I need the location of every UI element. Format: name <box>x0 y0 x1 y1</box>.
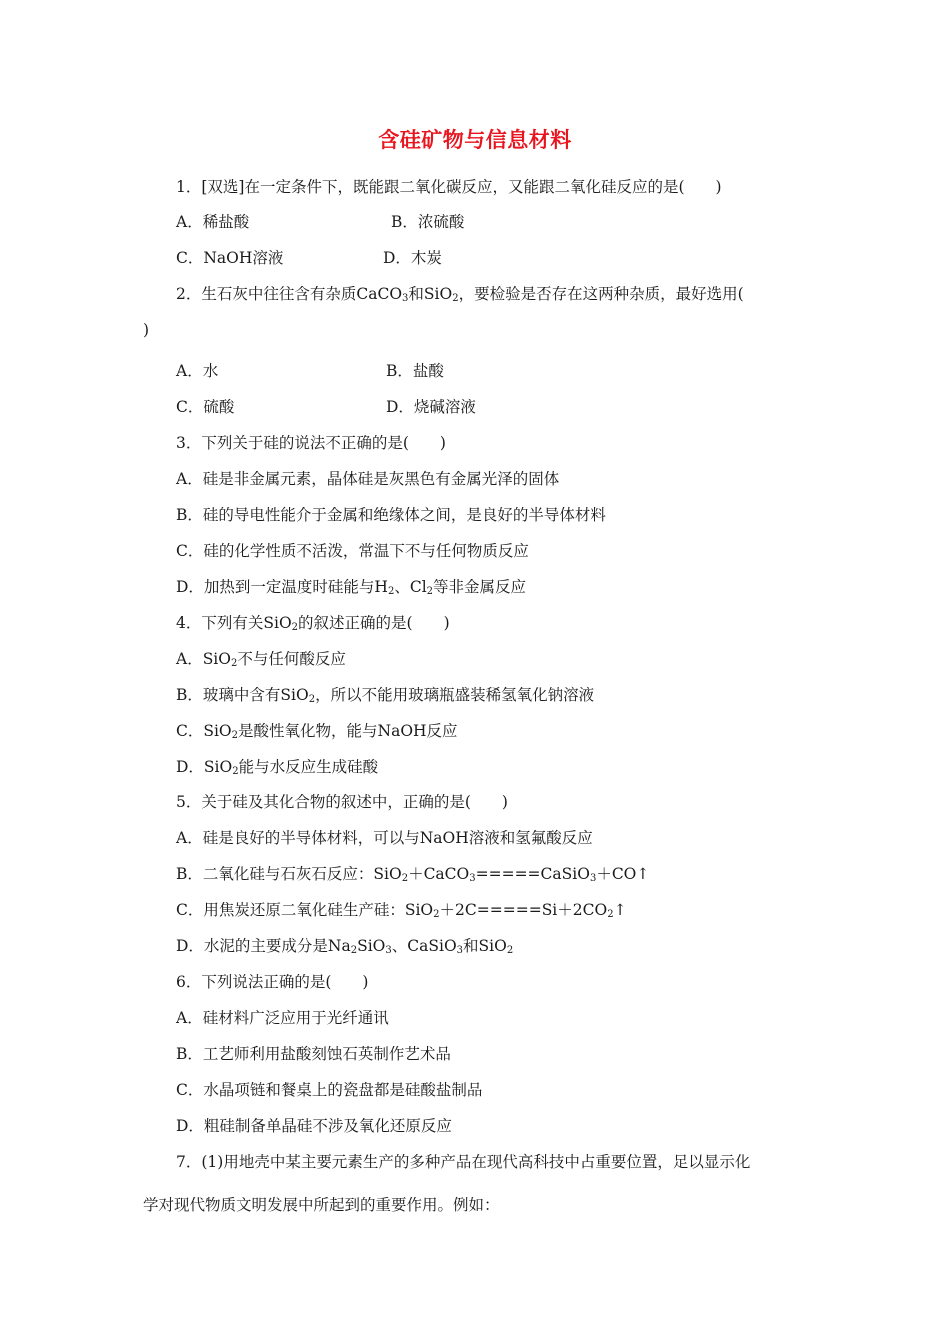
question-6-option-b: B．工艺师利用盐酸刻蚀石英制作艺术品 <box>176 1045 451 1063</box>
question-6-option-c: C．水晶项链和餐桌上的瓷盘都是硅酸盐制品 <box>176 1081 483 1099</box>
question-3-option-d: D．加热到一定温度时硅能与$H_2$、$Cl_2$等非金属反应 <box>176 578 527 597</box>
question-7-stem-continued: 学对现代物质文明发展中所起到的重要作用。例如： <box>143 1196 500 1214</box>
question-4-option-c: C．SiO$_2$是酸性氧化物，能与NaOH反应 <box>176 722 458 741</box>
question-4-stem: 4．下列有关SiO$_2$的叙述正确的是( ) <box>176 614 450 633</box>
question-7-stem: 7．(1)用地壳中某主要元素生产的多种产品在现代高科技中占重要位置，足以显示化 <box>176 1153 751 1171</box>
question-6-option-d: D．粗硅制备单晶硅不涉及氧化还原反应 <box>176 1117 452 1135</box>
question-1-option-a: A．稀盐酸 <box>176 213 250 231</box>
question-2-option-d: D．烧碱溶液 <box>386 398 476 416</box>
question-3-option-c: C．硅的化学性质不活泼，常温下不与任何物质反应 <box>176 542 529 560</box>
question-1-option-c: C．NaOH溶液 <box>176 249 284 267</box>
question-5-option-a: A．硅是良好的半导体材料，可以与NaOH溶液和氢氟酸反应 <box>176 829 593 847</box>
question-5-option-d: D．水泥的主要成分是$Na_2SiO_3$、CaSiO$_3$和SiO$_2$ <box>176 937 514 956</box>
question-4-option-b: B．玻璃中含有SiO$_2$，所以不能用玻璃瓶盛装稀氢氧化钠溶液 <box>176 686 595 705</box>
question-5-stem: 5．关于硅及其化合物的叙述中，正确的是( ) <box>176 793 508 811</box>
question-2-stem-continued: ) <box>143 321 150 339</box>
question-2-option-b: B．盐酸 <box>386 362 444 380</box>
question-1-option-b: B．浓硫酸 <box>391 213 465 231</box>
question-1-stem: 1．[双选]在一定条件下，既能跟二氧化碳反应，又能跟二氧化硅反应的是( ) <box>176 178 722 196</box>
page-title: 含硅矿物与信息材料 <box>378 128 572 152</box>
question-2-option-a: A．水 <box>176 362 219 380</box>
question-3-option-a: A．硅是非金属元素，晶体硅是灰黑色有金属光泽的固体 <box>176 470 560 488</box>
question-3-stem: 3．下列关于硅的说法不正确的是( ) <box>176 434 446 452</box>
question-3-option-b: B．硅的导电性能介于金属和绝缘体之间，是良好的半导体材料 <box>176 506 606 524</box>
question-1-option-d: D．木炭 <box>383 249 442 267</box>
question-4-option-d: D．SiO$_2$能与水反应生成硅酸 <box>176 758 379 777</box>
question-2-stem: 2．生石灰中往往含有杂质CaCO$_3$和SiO$_2$，要检验是否存在这两种杂质，最好选用( <box>176 285 744 304</box>
question-6-option-a: A．硅材料广泛应用于光纤通讯 <box>176 1009 389 1027</box>
question-5-option-c: C．用焦炭还原二氧化硅生产硅：$SiO_2+2C=====Si+2CO_2↑$ <box>176 901 627 920</box>
question-6-stem: 6．下列说法正确的是( ) <box>176 973 369 991</box>
question-2-option-c: C．硫酸 <box>176 398 235 416</box>
question-4-option-a: A．SiO$_2$不与任何酸反应 <box>176 650 346 669</box>
question-5-option-b: B．二氧化硅与石灰石反应：SiO$_2$＋CaCO$_3$=====CaSiO$_3$＋CO↑ <box>176 865 650 884</box>
